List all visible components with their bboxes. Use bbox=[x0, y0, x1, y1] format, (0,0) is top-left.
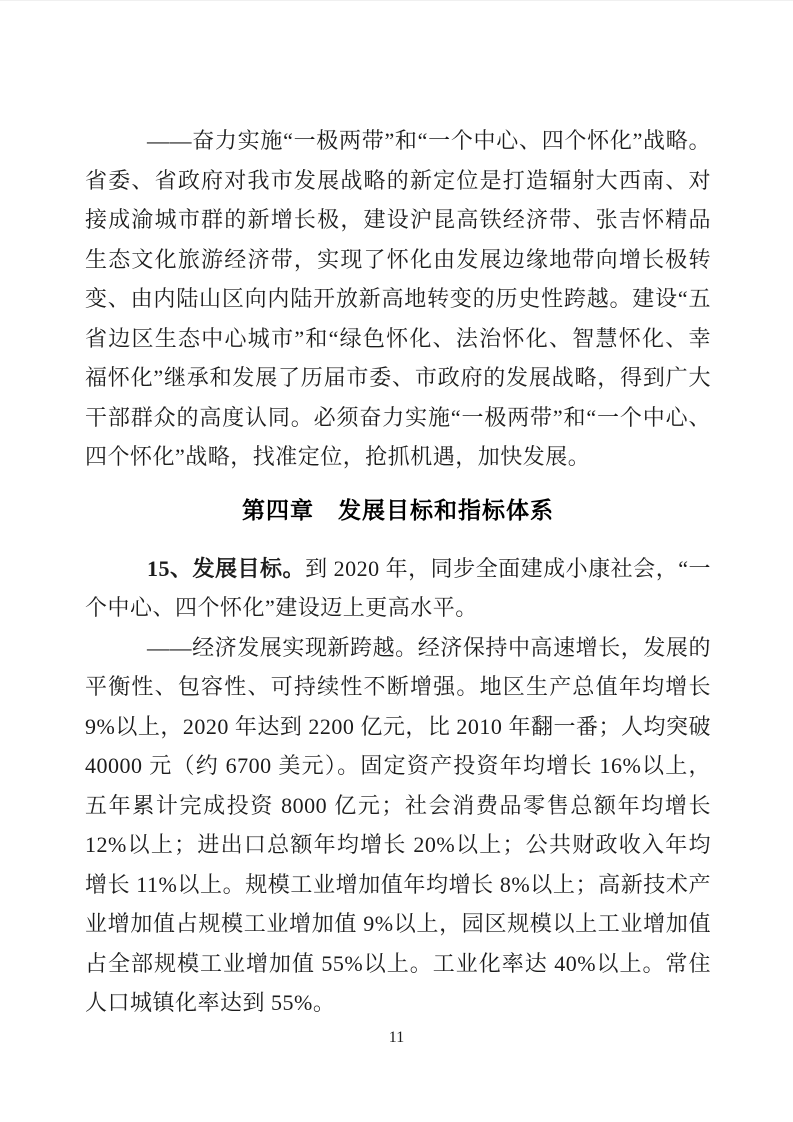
chapter-heading: 第四章 发展目标和指标体系 bbox=[242, 496, 554, 523]
development-goal-lead-label: 15、发展目标。 bbox=[147, 555, 306, 581]
body-text bbox=[85, 121, 711, 1023]
paragraph-economy: ——经济发展实现新跨越。经济保持中高速增长，发展的平衡性、包容性、可持续性不断增强。地区生产总值年均增长 9%以上，2020 年达到 2200 亿元，比 2010 年翻一番；人均突破 40000 元（约 6700 美元）。固定资产投资年均增长 16%以上，五年累计完成投资 8000 亿元；社会消费品零售总额年均增长 12%以上；进出口总额年均增长 20%以上；公共财政收入年均增长 11%以上。规模工业增加值年均增长 8%以上；高新技术产业增加值占规模工业增加值 9%以上，园区规模以上工业增加值占全部规模工业增加值 55%以上。工业化率达 40%以上。常住人口城镇化率达到 55%。 bbox=[85, 634, 712, 1015]
development-goal-text: 到 2020 年，同步全面建成小康社会，“一个中心、四个怀化”建设迈上更高水平。 bbox=[85, 555, 711, 620]
page-number: 11 bbox=[388, 1029, 405, 1046]
paragraph-strategy: ——奋力实施“一极两带”和“一个中心、四个怀化”战略。省委、省政府对我市发展战略的新定位是打造辐射大西南、对接成渝城市群的新增长极，建设沪昆高铁经济带、张吉怀精品生态文化旅游经济带，实现了怀化由发展边缘地带向增长极转变、由内陆山区向内陆开放新高地转变的历史性跨越。建设“五省边区生态中心城市”和“绿色怀化、法治怀化、智慧怀化、幸福怀化”继承和发展了历届市委、市政府的发展战略，得到广大干部群众的高度认同。必须奋力实施“一极两带”和“一个中心、四个怀化”战略，找准定位，抢抓机遇，加快发展。 bbox=[85, 128, 711, 469]
paragraph-development-goal bbox=[85, 549, 711, 628]
page-footer bbox=[0, 1027, 793, 1049]
